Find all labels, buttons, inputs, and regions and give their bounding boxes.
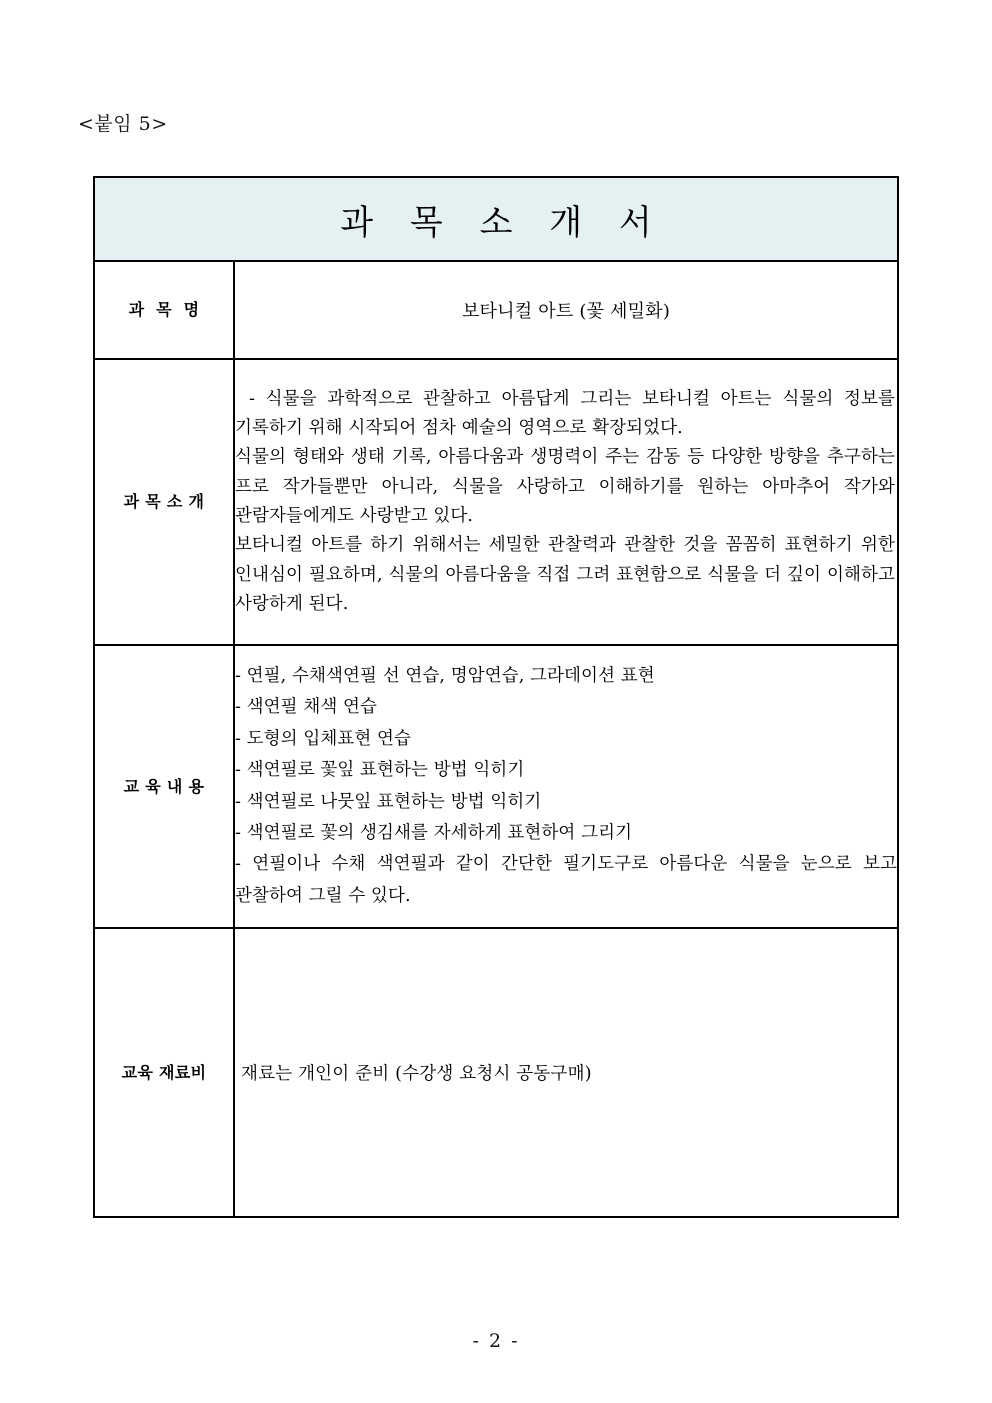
row-value-curriculum-cell (234, 645, 898, 928)
row-label-subject-cell (94, 261, 234, 359)
table-row-fee (94, 928, 898, 1217)
overview-paragraph: - 식물을 과학적으로 관찰하고 아름답게 그리는 보타니컬 아트는 식물의 정보를 기록하기 위해 시작되어 점차 예술의 영역으로 확장되었다. (235, 388, 895, 439)
list-item: - 색연필로 꽃의 생김새를 자세하게 표현하여 그리기 (235, 822, 633, 843)
subject-name-value: 보타니컬 아트 (꽃 세밀화) (461, 301, 671, 322)
overview-paragraphs (235, 385, 897, 619)
list-item: - 연필이나 수채 색연필과 같이 간단한 필기도구로 아름다운 식물을 눈으로 보고 관찰하여 그릴 수 있다. (235, 854, 897, 906)
row-label-fee: 교육 재료비 (121, 1062, 207, 1082)
overview-paragraph: 식물의 형태와 생태 기록, 아름다움과 생명력이 주는 감동 등 다양한 방향을 추구하는 프로 작가들뿐만 아니라, 식물을 사랑하고 이해하기를 원하는 아마추어 작가와 관람자들에게도 사랑받고 있다. (235, 447, 895, 526)
curriculum-list (235, 661, 897, 912)
row-label-subject: 과 목 명 (128, 300, 200, 320)
row-label-overview: 과 목 소 개 (123, 492, 205, 512)
list-item: - 색연필로 나뭇잎 표현하는 방법 익히기 (235, 791, 542, 812)
row-label-curriculum-cell (94, 645, 234, 928)
list-item: - 도형의 입체표현 연습 (235, 728, 412, 749)
overview-paragraph: 보타니컬 아트를 하기 위해서는 세밀한 관찰력과 관찰한 것을 꼼꼼히 표현하기 위한 인내심이 필요하며, 식물의 아름다움을 직접 그려 표현함으로 식물을 더 깊이 이해하고 사랑하게 된다. (235, 535, 895, 614)
row-label-curriculum: 교 육 내 용 (123, 776, 205, 796)
row-value-subject-cell (234, 261, 898, 359)
table-row-curriculum (94, 645, 898, 928)
attachment-label: <붙임 5> (78, 113, 168, 135)
table-row-overview (94, 359, 898, 645)
row-value-fee-cell (234, 928, 898, 1217)
row-label-overview-cell (94, 359, 234, 645)
page-number: - 2 - (472, 1330, 520, 1352)
list-item: - 색연필 채색 연습 (235, 697, 378, 718)
table-title-row (94, 177, 898, 261)
table-row-subject (94, 261, 898, 359)
page-title: 과 목 소 개 서 (340, 202, 665, 243)
list-item: - 색연필로 꽃잎 표현하는 방법 익히기 (235, 760, 525, 781)
subject-introduction-table (93, 176, 899, 1218)
list-item: - 연필, 수채색연필 선 연습, 명암연습, 그라데이션 표현 (235, 665, 655, 686)
table-title-cell (94, 177, 898, 261)
row-label-fee-cell (94, 928, 234, 1217)
fee-value: 재료는 개인이 준비 (수강생 요청시 공동구매) (241, 1064, 592, 1084)
row-value-overview-cell (234, 359, 898, 645)
